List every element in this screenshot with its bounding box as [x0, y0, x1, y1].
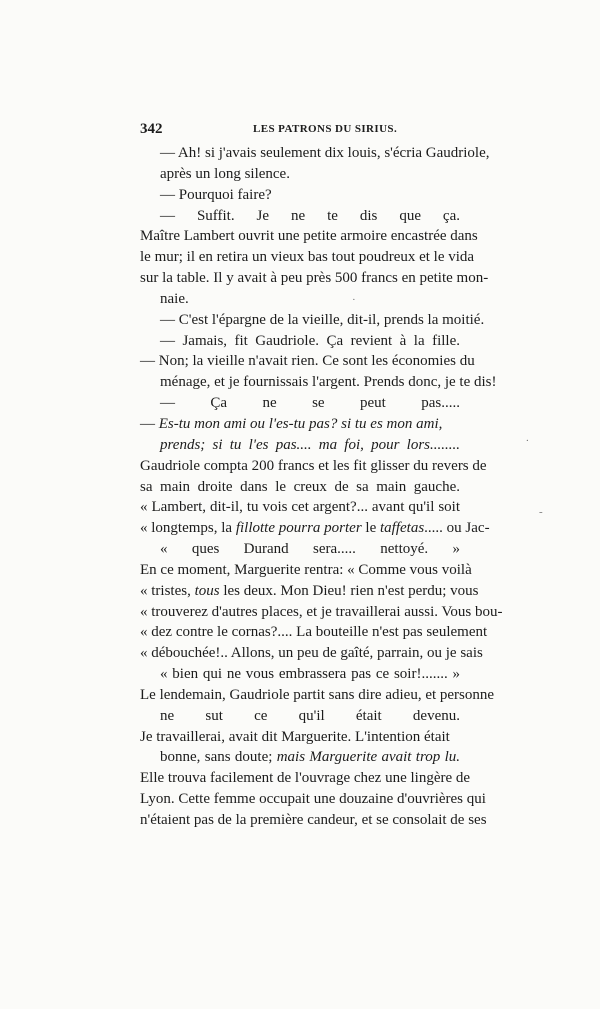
text-segment: « trouverez d'autres places, et je travaillerai aussi. Vous bou- [140, 603, 503, 620]
text-segment: bonne, sans doute; [160, 749, 277, 766]
text-segment: Gaudriole compta 200 francs et les fit glisser du revers de [140, 457, 487, 474]
text-segment: « bien qui ne vous embrassera pas ce soir!....... » [160, 666, 460, 683]
italic-text-segment: mais Marguerite avait trop lu. [276, 749, 460, 766]
text-line [140, 622, 488, 643]
text-segment: Elle trouva facilement de l'ouvrage chez une lingère de [140, 770, 471, 787]
text-line [140, 497, 460, 518]
text-line [140, 372, 497, 393]
text-line [140, 435, 460, 456]
text-line [140, 602, 503, 623]
text-segment: ne sut ce qu'il était devenu. [160, 707, 460, 724]
text-line [140, 456, 487, 477]
text-segment: ..... ou Jac- [424, 520, 490, 537]
text-line [140, 685, 495, 706]
text-line [140, 331, 460, 352]
italic-text-segment: prends; si tu l'es pas.... ma foi, pour lors........ [160, 436, 460, 453]
text-segment: « ques Durand sera..... nettoyé. » [160, 541, 460, 558]
text-segment: « tristes, [140, 582, 195, 599]
text-segment: — Jamais, fit Gaudriole. Ça revient à la fille. [160, 332, 460, 349]
italic-text-segment: Es-tu mon ami ou l'es-tu pas? si tu es mon ami, [158, 415, 443, 432]
text-segment: « Lambert, dit-il, tu vois cet argent?... avant qu'il soit [140, 499, 460, 516]
text-line [140, 226, 478, 247]
text-line [140, 789, 486, 810]
text-segment: En ce moment, Marguerite rentra: « Comme vous voilà [140, 561, 472, 578]
text-line [140, 185, 460, 206]
text-line [140, 810, 487, 831]
text-line [140, 768, 471, 789]
text-line [140, 727, 460, 748]
text-line [140, 414, 460, 435]
text-segment: — Suffit. Je ne te dis que ça. [160, 207, 460, 224]
text-line [140, 143, 490, 164]
text-line [140, 477, 460, 498]
text-line [140, 206, 460, 227]
text-line [140, 643, 483, 664]
running-title: LES PATRONS DU SIRIUS. [253, 123, 398, 135]
text-line [140, 664, 460, 685]
text-segment: naie. [160, 290, 189, 307]
text-segment: — Ça ne se peut pas..... [160, 395, 460, 412]
text-line [140, 351, 475, 372]
text-segment: le [361, 520, 380, 537]
text-line [140, 706, 460, 727]
text-segment: sa main droite dans le creux de sa main gauche. [140, 478, 460, 495]
text-line [140, 268, 489, 289]
text-line [140, 560, 472, 581]
text-segment: — Non; la vieille n'avait rien. Ce sont les économies du [140, 353, 475, 370]
text-line [140, 164, 460, 185]
text-segment: sur la table. Il y avait à peu près 500 francs en petite mon- [140, 270, 489, 287]
print-speck-mark: - [539, 506, 543, 518]
text-segment: Lyon. Cette femme occupait une douzaine d'ouvrières qui [140, 791, 486, 808]
text-segment: ménage, et je fournissais l'argent. Prends donc, je te dis! [160, 374, 497, 391]
text-segment: les deux. Mon Dieu! rien n'est perdu; vous [219, 582, 479, 599]
text-line [140, 581, 479, 602]
print-speck-mark: . [526, 432, 529, 444]
text-line [140, 310, 485, 331]
italic-text-segment: fillotte pourra porter [235, 520, 362, 537]
text-segment: « dez contre le cornas?.... La bouteille n'est pas seulement [140, 624, 488, 641]
text-segment: Le lendemain, Gaudriole partit sans dire adieu, et personne [140, 686, 495, 703]
text-segment: — C'est l'épargne de la vieille, dit-il, prends la moitié. [160, 311, 485, 328]
italic-text-segment: tous [194, 582, 220, 599]
text-line [140, 518, 490, 539]
text-line [140, 289, 460, 310]
text-segment: — Pourquoi faire? [160, 186, 272, 203]
print-speck-mark: · [352, 294, 356, 306]
page-header [140, 121, 460, 137]
page-number: 342 [140, 121, 163, 137]
text-segment: « débouchée!.. Allons, un peu de gaîté, parrain, ou je sais [140, 645, 483, 662]
text-segment: n'étaient pas de la première candeur, et se consolait de ses [140, 812, 487, 828]
text-segment: après un long silence. [160, 165, 290, 182]
text-segment: « longtemps, la [140, 520, 236, 537]
text-segment: — [140, 415, 159, 432]
text-segment: — Ah! si j'avais seulement dix louis, s'écria Gaudriole, [160, 145, 490, 161]
text-line [140, 747, 460, 768]
body-text [140, 143, 503, 831]
text-line [140, 247, 475, 268]
italic-text-segment: taffetas [380, 520, 425, 537]
text-segment: Maître Lambert ouvrit une petite armoire encastrée dans [140, 228, 478, 245]
text-segment: le mur; il en retira un vieux bas tout poudreux et le vida [140, 249, 475, 266]
text-line [140, 539, 460, 560]
text-line [140, 393, 460, 414]
text-segment: Je travaillerai, avait dit Marguerite. L'intention était [140, 728, 450, 745]
